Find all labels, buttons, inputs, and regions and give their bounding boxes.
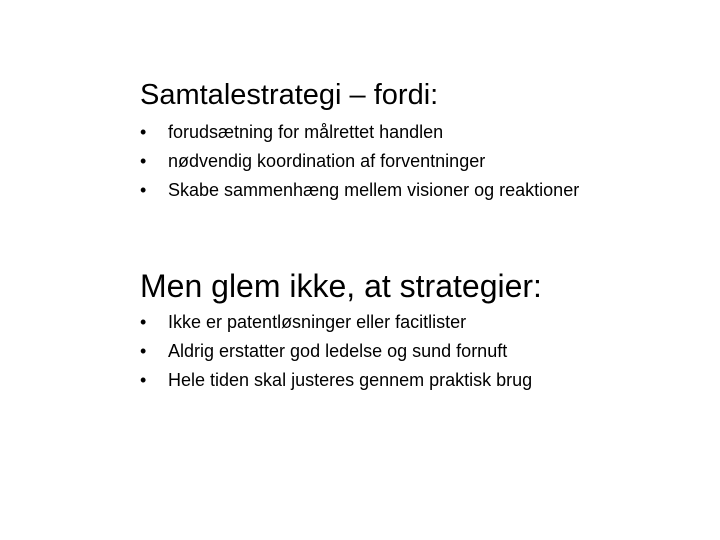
- bullet-item: [140, 309, 532, 338]
- bullet-item: [140, 338, 532, 367]
- bullet-item: [140, 177, 579, 206]
- bullet-text: Skabe sammenhæng mellem visioner og reaktioner: [168, 180, 580, 200]
- bullet-item: [140, 367, 532, 396]
- section-2-title: Men glem ikke, at strategier:: [140, 268, 542, 304]
- bullet-icon: •: [140, 370, 147, 390]
- bullet-item: [140, 119, 579, 148]
- bullet-text: forudsætning for målrettet handlen: [168, 122, 444, 142]
- bullet-icon: •: [140, 151, 147, 171]
- bullet-icon: •: [140, 122, 147, 142]
- bullet-text: Aldrig erstatter god ledelse og sund fornuft: [168, 341, 508, 361]
- bullet-text: Hele tiden skal justeres gennem praktisk brug: [168, 370, 533, 390]
- bullet-item: [140, 148, 579, 177]
- bullet-icon: •: [140, 312, 147, 332]
- bullet-text: Ikke er patentløsninger eller facitlister: [168, 312, 467, 332]
- section-1-bullet-list: [140, 119, 579, 206]
- bullet-icon: •: [140, 341, 147, 361]
- section-1-title: Samtalestrategi – fordi:: [140, 79, 439, 111]
- section-2-bullet-list: [140, 309, 532, 396]
- bullet-text: nødvendig koordination af forventninger: [168, 151, 486, 171]
- bullet-icon: •: [140, 180, 147, 200]
